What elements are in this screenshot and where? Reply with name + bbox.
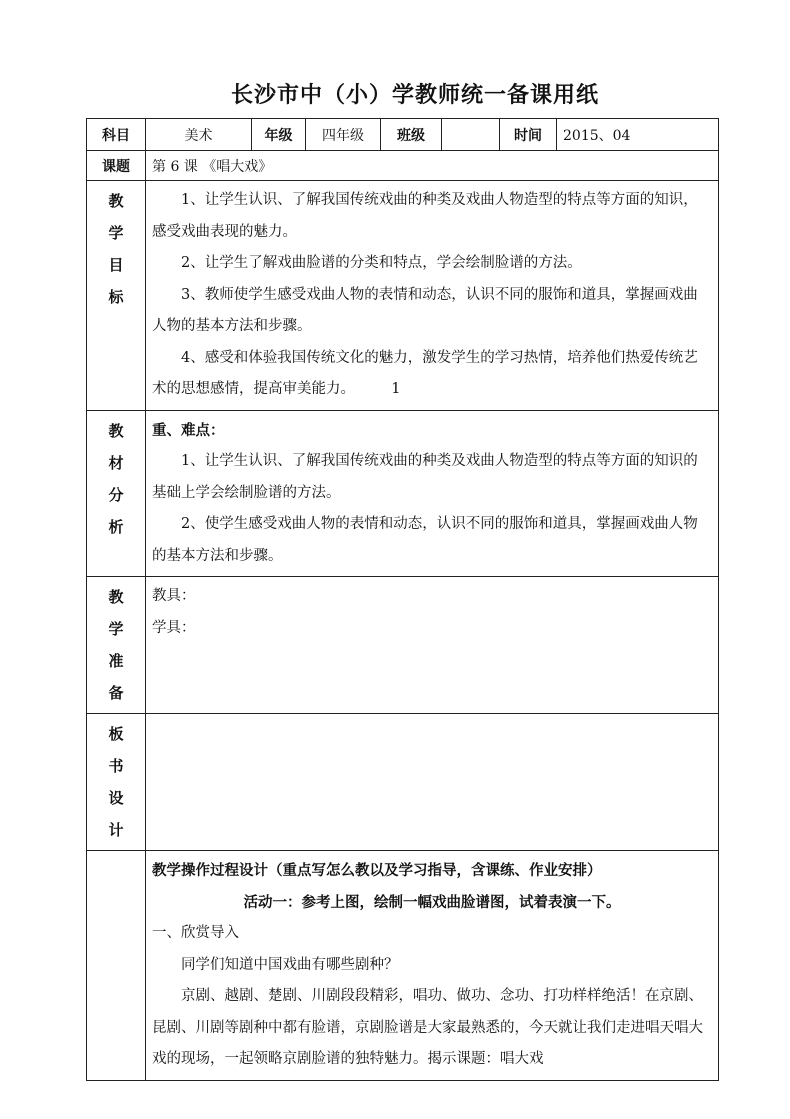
analysis-label: 教 材 分 析: [87, 410, 146, 577]
topic-row: [87, 151, 719, 181]
objectives-row: [87, 181, 719, 411]
analysis-heading: 重、难点：: [152, 421, 225, 439]
subject-label: 科目: [87, 119, 146, 151]
teacher-tools: 教具：: [152, 588, 196, 604]
class-value: [442, 119, 500, 151]
grade-label: 年级: [252, 119, 306, 151]
board-label: 板 书 设 计: [87, 714, 146, 851]
student-tools: 学具：: [152, 619, 196, 636]
objective-4: 4、感受和体验我国传统文化的魅力，激发学生的学习热情，培养他们热爱传统艺术的思想感情，提高审美能力。 1: [152, 349, 698, 397]
process-content: [146, 851, 719, 1081]
header-row: [87, 119, 719, 151]
time-value: 2015、04: [557, 119, 719, 151]
objectives-content: [146, 181, 719, 411]
preparation-label: 教 学 准 备: [87, 577, 146, 714]
grade-value: 四年级: [306, 119, 381, 151]
preparation-row: [87, 577, 719, 714]
process-label-cell: [87, 851, 146, 1081]
activity-one: 活动一：参考上图，绘制一幅戏曲脸谱图，试着表演一下。: [243, 893, 621, 911]
topic-label: 课题: [87, 151, 146, 181]
analysis-row: [87, 410, 719, 577]
topic-value: 第 6 课 《唱大戏》: [146, 151, 719, 181]
analysis-point-2: 2、使学生感受戏曲人物的表情和动态，认识不同的服饰和道具，掌握画戏曲人物的基本方法和步骤。: [152, 516, 698, 564]
lesson-plan-table: [86, 118, 719, 1081]
section-intro: 一、欣赏导入: [152, 925, 239, 941]
objective-3: 3、教师使学生感受戏曲人物的表情和动态，认识不同的服饰和道具，掌握画戏曲人物的基本方法和步骤。: [152, 286, 698, 334]
objectives-label: 教 学 目 标: [87, 181, 146, 411]
time-label: 时间: [500, 119, 557, 151]
objective-1: 1、让学生认识、了解我国传统戏曲的种类及戏曲人物造型的特点等方面的知识，感受戏曲表现的魅力。: [152, 192, 698, 240]
paragraph-1: 京剧、越剧、楚剧、川剧段段精彩，唱功、做功、念功、打功样样绝活！在京剧、昆剧、川剧等剧种中都有脸谱，京剧脸谱是大家最熟悉的，今天就让我们走进唱天唱大戏的现场，一起领略京剧脸谱的独特魅力。揭示课题：唱大戏: [152, 988, 703, 1067]
process-row: [87, 851, 719, 1081]
subject-value: 美术: [146, 119, 252, 151]
preparation-content: [146, 577, 719, 714]
process-heading: 教学操作过程设计（重点写怎么教以及学习指导，含课练、作业安排）: [152, 862, 602, 879]
page-title: 长沙市中（小）学教师统一备课用纸: [230, 83, 599, 108]
board-row: [87, 714, 719, 851]
analysis-content: [146, 410, 719, 577]
question-1: 同学们知道中国戏曲有哪些剧种？: [181, 956, 399, 973]
analysis-point-1: 1、让学生认识、了解我国传统戏曲的种类及戏曲人物造型的特点等方面的知识的基础上学会绘制脸谱的方法。: [152, 453, 698, 501]
objective-2: 2、让学生了解戏曲脸谱的分类和特点，学会绘制脸谱的方法。: [181, 255, 582, 271]
class-label: 班级: [381, 119, 442, 151]
board-content: [146, 714, 719, 851]
